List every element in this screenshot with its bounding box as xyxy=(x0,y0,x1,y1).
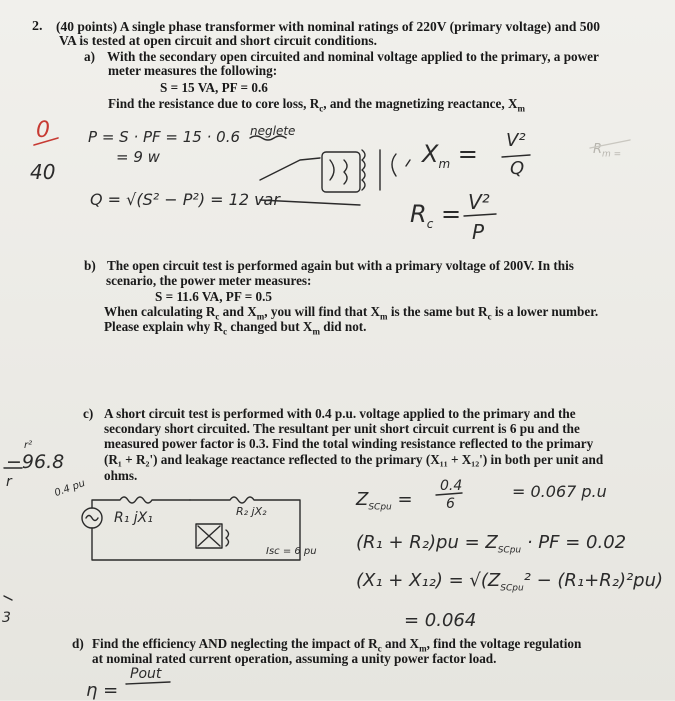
margin-mark xyxy=(4,596,12,600)
hw-margin-r: r xyxy=(6,474,12,490)
part-d-label: d) xyxy=(72,636,84,651)
part-d-line-2: at nominal rated current operation, assuming a unity power factor load. xyxy=(92,651,497,666)
part-d-line-1: Find the efficiency AND neglecting the impact of $R_c$ and $X_m$, find the voltage regulation xyxy=(92,636,582,654)
hw-eta-num: Pout xyxy=(130,666,162,682)
oc-coil-2 xyxy=(362,150,365,190)
hw-margin-r2: r² xyxy=(24,440,33,451)
question-number: 2. xyxy=(32,19,43,34)
sc-core-coil xyxy=(226,530,229,546)
hw-zsc-lhs: $Z_{SCpu}$ = xyxy=(356,489,413,513)
part-c-line-1: A short circuit test is performed with 0.4 p.u. voltage applied to the primary and the xyxy=(104,406,576,421)
hw-xm-formula: $X_m$ = xyxy=(422,140,478,171)
part-b-line-4: When calculating $R_c$ and $X_m$, you will find that $X_m$ is the same but $R_c$ is a lower number. xyxy=(104,304,599,322)
part-b-line-5: Please explain why $R_c$ changed but $X_m$ did not. xyxy=(104,319,367,337)
part-a-line-2: meter measures the following: xyxy=(108,63,278,78)
part-b-line-1: The open circuit test is performed again but with a primary voltage of 200V. In this xyxy=(107,258,574,273)
part-a-label: a) xyxy=(84,49,95,64)
hw-zsc-result: = 0.067 p.u xyxy=(512,482,607,501)
hw-x-sum: $(X_1 + X_{12}) = √(Z_{SCpu}^2 - (R_1+R_2)^2pu)$ xyxy=(356,570,664,594)
hw-faint-rm: $R_{m =}$ xyxy=(593,142,622,160)
hw-circuit-r2: R₂ jX₂ xyxy=(236,505,267,518)
part-b-line-2: scenario, the power meter measures: xyxy=(106,273,312,288)
sc-source-wave xyxy=(86,516,98,521)
hw-zsc-den: 6 xyxy=(446,496,455,512)
hw-xm-denominator: Q xyxy=(510,158,525,179)
part-c-line-2: secondary short circuited. The resultant per unit short circuit current is 6 pu and the xyxy=(104,421,580,436)
score-divider xyxy=(34,138,58,145)
hw-x-result: = 0.064 xyxy=(404,610,477,631)
zsc-fraction-bar xyxy=(436,493,462,495)
hw-margin-value: −96.8 xyxy=(6,451,65,473)
hw-circuit-isc: Isc = 6 pu xyxy=(266,546,317,557)
hw-zsc-num: 0.4 xyxy=(440,478,463,494)
part-c-line-5: ohms. xyxy=(104,468,138,483)
part-c-label: c) xyxy=(83,406,94,421)
faint-scribble xyxy=(590,140,630,148)
oc-box xyxy=(322,152,360,192)
bracket-left xyxy=(392,154,396,176)
hw-margin-3: 3 xyxy=(2,610,11,626)
part-a-line-1: With the secondary open circuited and nominal voltage applied to the primary, a power xyxy=(107,49,599,64)
hw-rc-denominator: P xyxy=(472,220,485,244)
oc-rc-symbol xyxy=(330,160,334,180)
hw-q-calc: Q = √(S² − P²) = 12 var xyxy=(90,190,280,209)
hw-r-sum: $(R_1 + R_2)pu = Z_{SCpu}$ · PF = 0.02 xyxy=(356,532,627,556)
rc-fraction-bar xyxy=(464,214,496,216)
hw-p-result: = 9 w xyxy=(116,148,160,166)
part-c-line-4: (R₁ + R₂') and leakage reactance reflected to the primary (X₁₁ + X₁₂') in both per unit and xyxy=(104,452,604,467)
hw-rc-formula: $R_c$ = xyxy=(410,200,462,231)
part-a-measure: S = 15 VA, PF = 0.6 xyxy=(160,80,268,95)
oc-coil-1 xyxy=(344,160,347,184)
hw-p-calc: P = S · PF = 15 · 0.6 xyxy=(88,128,240,146)
hw-circuit-r1: R₁ jX₁ xyxy=(114,510,153,526)
part-b-measure: S = 11.6 VA, PF = 0.5 xyxy=(155,289,273,304)
bracket-tick xyxy=(406,160,410,166)
sc-top-wire-left xyxy=(92,497,190,508)
score-top: 0 xyxy=(36,118,50,143)
hw-rc-numerator: V² xyxy=(468,190,490,214)
xm-fraction-bar xyxy=(502,155,530,157)
intro-line-2: VA is tested at open circuit and short circuit conditions. xyxy=(59,33,378,48)
hw-neglect-note: neglete xyxy=(250,124,296,138)
oc-bottom-wire xyxy=(260,200,360,205)
part-b-label: b) xyxy=(84,258,96,273)
part-a-find: Find the resistance due to core loss, $R_c$, and the magnetizing reactance, $X_m$ xyxy=(108,96,525,114)
hw-circuit-voltage: 0.4 pu xyxy=(53,477,87,500)
sc-core-cross xyxy=(198,526,220,546)
score-bottom: 40 xyxy=(30,160,56,184)
part-c-line-3: measured power factor is 0.3. Find the total winding resistance reflected to the primary xyxy=(104,436,594,451)
hw-eta-lhs: η = xyxy=(86,680,119,701)
intro-line-1: (40 points) A single phase transformer with nominal ratings of 220V (primary voltage) and 500 xyxy=(56,19,601,34)
oc-arrow-line xyxy=(260,158,320,180)
eta-fraction-bar xyxy=(126,682,170,684)
hw-xm-numerator: V² xyxy=(506,130,526,151)
neglect-squiggle xyxy=(250,136,286,140)
